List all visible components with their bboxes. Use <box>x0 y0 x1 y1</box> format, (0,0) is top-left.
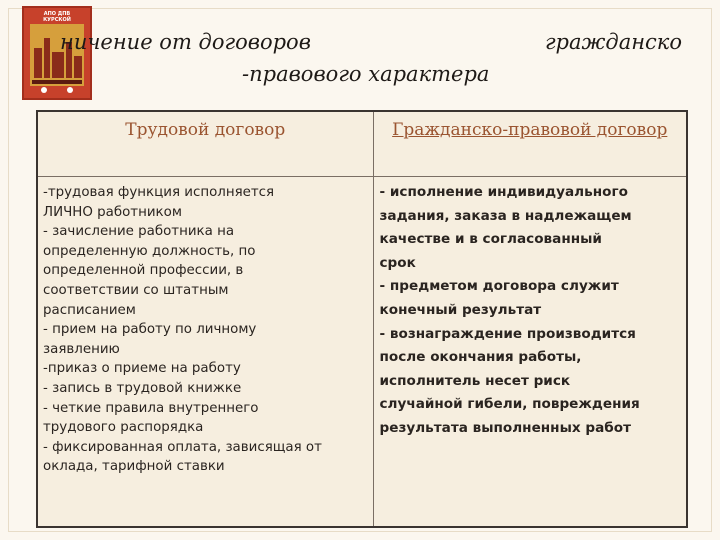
civil-feature-line: после окончания работы, <box>379 349 582 366</box>
civil-feature-line: исполнитель несет риск <box>379 372 571 389</box>
header-civil-contract-text: Гражданско-правовой договор <box>392 120 668 140</box>
labor-feature-line: соответствии со штатным <box>43 282 229 298</box>
header-civil-contract <box>373 111 687 177</box>
labor-feature-line: трудового распорядка <box>43 420 204 436</box>
emblem-caption: АПО ДПВ КУРСКОЙ <box>43 11 71 23</box>
labor-feature-line: оклада, тарифной ставки <box>43 459 225 475</box>
labor-feature-line: -приказ о приеме на работу <box>43 361 241 377</box>
table-body-row <box>37 177 687 528</box>
civil-feature-line: задания, заказа в надлежащем <box>379 207 632 224</box>
table-header-row <box>37 111 687 177</box>
title-line-1: ничение от договоров <box>60 30 311 54</box>
labor-feature-line: определенную должность, по <box>43 243 256 259</box>
header-labor-contract: Трудовой договор <box>37 111 373 177</box>
civil-feature-line: конечный результат <box>379 301 542 318</box>
labor-feature-line: расписанием <box>43 302 136 318</box>
labor-feature-line: определенной профессии, в <box>43 263 244 279</box>
civil-feature-line: - вознаграждение производится <box>379 325 636 342</box>
labor-feature-line: - фиксированная оплата, зависящая от <box>43 439 322 455</box>
civil-feature-line: срок <box>379 254 416 271</box>
civil-contract-features <box>373 177 687 528</box>
labor-feature-line: - зачисление работника на <box>43 224 235 240</box>
civil-feature-line: качестве и в согласованный <box>379 231 602 248</box>
labor-contract-features <box>37 177 373 528</box>
labor-feature-line: - прием на работу по личному <box>43 322 257 338</box>
civil-feature-line: - исполнение индивидуального <box>379 184 628 200</box>
labor-feature-line: -трудовая функция исполняется <box>43 185 275 200</box>
civil-feature-line: - предметом договора служит <box>379 278 619 295</box>
labor-feature-line: заявлению <box>43 341 120 357</box>
labor-feature-line: ЛИЧНО работником <box>43 204 182 220</box>
labor-feature-line: - запись в трудовой книжке <box>43 380 242 396</box>
civil-feature-line: случайной гибели, повреждения <box>379 396 640 413</box>
civil-feature-line: результата выполненных работ <box>379 419 631 436</box>
title-line-2: -правового характера <box>242 62 490 86</box>
labor-feature-line: - четкие правила внутреннего <box>43 400 259 416</box>
comparison-table <box>36 110 688 528</box>
title-line-1-end: гражданско <box>544 30 682 54</box>
